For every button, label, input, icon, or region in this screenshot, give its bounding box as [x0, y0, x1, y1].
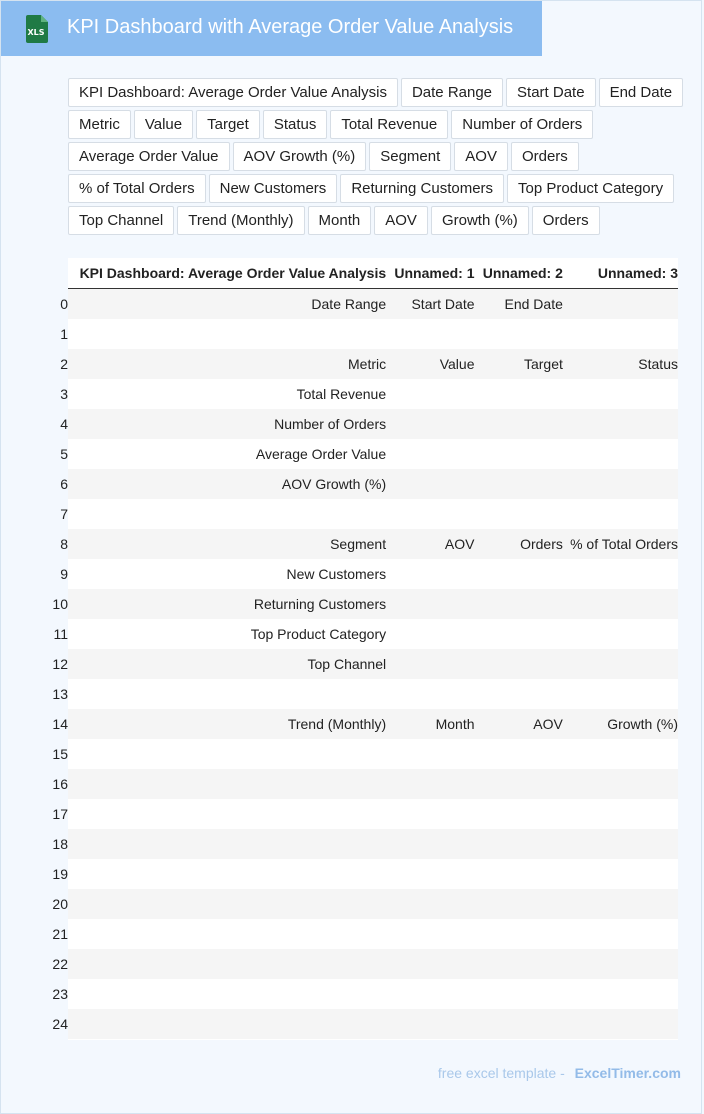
- table-cell: Trend (Monthly): [68, 709, 386, 739]
- column-tag[interactable]: Total Revenue: [330, 110, 448, 139]
- column-tag[interactable]: Metric: [68, 110, 131, 139]
- table-cell: [563, 649, 678, 679]
- table-cell: [563, 1009, 678, 1039]
- table-row: [68, 1009, 678, 1039]
- row-index-label: 8: [60, 536, 68, 552]
- table-row: [68, 319, 678, 349]
- table-cell: [475, 319, 563, 349]
- table-row: [68, 379, 678, 409]
- table-cell: [475, 679, 563, 709]
- table-cell: Metric: [68, 349, 386, 379]
- table-cell: [475, 499, 563, 529]
- table-cell: [563, 799, 678, 829]
- table-cell: [563, 619, 678, 649]
- table-cell: [475, 739, 563, 769]
- table-cell: [386, 439, 474, 469]
- table-cell: [68, 979, 386, 1009]
- table-cell: [475, 769, 563, 799]
- table-cell: Number of Orders: [68, 409, 386, 439]
- table-cell: AOV Growth (%): [68, 469, 386, 499]
- table-cell: [386, 739, 474, 769]
- table-cell: [386, 799, 474, 829]
- table-cell: [386, 859, 474, 889]
- row-index-label: 22: [52, 956, 68, 972]
- table-cell: [563, 859, 678, 889]
- table-row: [68, 499, 678, 529]
- table-cell: % of Total Orders: [563, 529, 678, 559]
- table-cell: [386, 589, 474, 619]
- table-cell: Segment: [68, 529, 386, 559]
- row-index-label: 2: [60, 356, 68, 372]
- table-cell: AOV: [386, 529, 474, 559]
- footer-credit: [438, 1065, 681, 1081]
- row-index-label: 14: [52, 716, 68, 732]
- table-row: [68, 769, 678, 799]
- table-cell: [475, 859, 563, 889]
- table-cell: [563, 499, 678, 529]
- column-tag[interactable]: Average Order Value: [68, 142, 230, 171]
- row-index-label: 13: [52, 686, 68, 702]
- column-tag[interactable]: Orders: [532, 206, 600, 235]
- table-cell: [475, 649, 563, 679]
- table-cell: Target: [475, 349, 563, 379]
- table-cell: [475, 409, 563, 439]
- row-index-label: 9: [60, 566, 68, 582]
- table-cell: [386, 379, 474, 409]
- table-header-row: [68, 258, 678, 289]
- column-tag[interactable]: Start Date: [506, 78, 596, 107]
- row-index-label: 0: [60, 296, 68, 312]
- table-cell: [475, 559, 563, 589]
- table-cell: [386, 619, 474, 649]
- table-row: [68, 559, 678, 589]
- footer-brand-link[interactable]: ExcelTimer.com: [574, 1065, 681, 1081]
- table-row: [68, 799, 678, 829]
- column-tag[interactable]: Number of Orders: [451, 110, 593, 139]
- table-cell: [386, 919, 474, 949]
- table-row: [68, 679, 678, 709]
- table-cell: [563, 439, 678, 469]
- table-cell: [475, 469, 563, 499]
- table-cell: [563, 679, 678, 709]
- table-row: [68, 439, 678, 469]
- table-row: [68, 619, 678, 649]
- table-row: [68, 919, 678, 949]
- table-cell: AOV: [475, 709, 563, 739]
- table-cell: [68, 889, 386, 919]
- table-cell: [475, 979, 563, 1009]
- table-cell: [563, 289, 678, 320]
- table-cell: [68, 829, 386, 859]
- table-cell: [563, 979, 678, 1009]
- page-header: [1, 1, 542, 56]
- column-tag[interactable]: Returning Customers: [340, 174, 504, 203]
- xls-file-icon: [21, 14, 51, 44]
- table-cell: Total Revenue: [68, 379, 386, 409]
- column-tag[interactable]: Orders: [511, 142, 579, 171]
- row-index-label: 12: [52, 656, 68, 672]
- svg-text:XLS: XLS: [27, 28, 45, 37]
- table-cell: [68, 679, 386, 709]
- row-index-label: 18: [52, 836, 68, 852]
- table-cell: [563, 589, 678, 619]
- row-index-label: 20: [52, 896, 68, 912]
- row-index-label: 3: [60, 386, 68, 402]
- row-index-label: 7: [60, 506, 68, 522]
- row-index-label: 16: [52, 776, 68, 792]
- table-cell: [563, 949, 678, 979]
- column-tag[interactable]: Target: [196, 110, 260, 139]
- table-row: [68, 859, 678, 889]
- table-cell: [68, 949, 386, 979]
- footer-prefix: free excel template -: [437, 1065, 565, 1081]
- table-cell: [475, 799, 563, 829]
- table-cell: [475, 1009, 563, 1039]
- column-tag[interactable]: Growth (%): [431, 206, 529, 235]
- table-cell: [68, 1009, 386, 1039]
- table-cell: [386, 769, 474, 799]
- column-tag[interactable]: % of Total Orders: [68, 174, 206, 203]
- table-row: [68, 949, 678, 979]
- table-row: [68, 589, 678, 619]
- row-index-label: 4: [60, 416, 68, 432]
- column-tag[interactable]: New Customers: [209, 174, 338, 203]
- row-index-label: 6: [60, 476, 68, 492]
- table-cell: [475, 889, 563, 919]
- row-index-label: 24: [52, 1016, 68, 1032]
- table-cell: [386, 979, 474, 1009]
- table-cell: [68, 319, 386, 349]
- table-cell: [563, 379, 678, 409]
- column-tag[interactable]: Value: [134, 110, 193, 139]
- table-row: [68, 979, 678, 1009]
- table-cell: [475, 829, 563, 859]
- table-cell: [475, 379, 563, 409]
- table-cell: [68, 769, 386, 799]
- column-header: KPI Dashboard: Average Order Value Analysis: [68, 258, 386, 289]
- column-header: Unnamed: 1: [386, 258, 474, 289]
- table-cell: [386, 1009, 474, 1039]
- table-cell: Month: [386, 709, 474, 739]
- table-cell: [475, 919, 563, 949]
- table-row: [68, 739, 678, 769]
- table-cell: [68, 799, 386, 829]
- table-cell: [563, 319, 678, 349]
- row-index-label: 23: [52, 986, 68, 1002]
- table-cell: [386, 559, 474, 589]
- table-cell: [563, 889, 678, 919]
- table-cell: Top Channel: [68, 649, 386, 679]
- table-cell: [386, 499, 474, 529]
- table-cell: Start Date: [386, 289, 474, 320]
- table-cell: [386, 469, 474, 499]
- data-table-container[interactable]: [52, 258, 678, 1040]
- column-tag[interactable]: Top Product Category: [507, 174, 674, 203]
- table-cell: Average Order Value: [68, 439, 386, 469]
- table-cell: [563, 559, 678, 589]
- table-cell: [563, 919, 678, 949]
- column-tag[interactable]: AOV Growth (%): [233, 142, 367, 171]
- table-cell: [475, 589, 563, 619]
- column-tag[interactable]: AOV: [374, 206, 428, 235]
- table-cell: [386, 889, 474, 919]
- table-row: [68, 409, 678, 439]
- row-index-label: 15: [52, 746, 68, 762]
- table-cell: [475, 949, 563, 979]
- row-index-label: 17: [52, 806, 68, 822]
- data-table: [52, 258, 678, 1039]
- table-row: [68, 349, 678, 379]
- row-index-label: 5: [60, 446, 68, 462]
- table-row: [68, 889, 678, 919]
- table-cell: [475, 439, 563, 469]
- column-tag[interactable]: AOV: [454, 142, 508, 171]
- table-cell: [475, 619, 563, 649]
- table-cell: Value: [386, 349, 474, 379]
- row-index-label: 10: [52, 596, 68, 612]
- row-index-label: 19: [52, 866, 68, 882]
- column-tag[interactable]: Status: [263, 110, 328, 139]
- column-tag-list: [68, 78, 704, 235]
- table-cell: Date Range: [68, 289, 386, 320]
- column-tag[interactable]: Date Range: [401, 78, 503, 107]
- table-cell: [563, 829, 678, 859]
- table-cell: [386, 649, 474, 679]
- table-row: [68, 649, 678, 679]
- table-row: [68, 709, 678, 739]
- table-cell: [386, 679, 474, 709]
- column-tag[interactable]: Segment: [369, 142, 451, 171]
- table-cell: Growth (%): [563, 709, 678, 739]
- table-cell: Orders: [475, 529, 563, 559]
- table-cell: New Customers: [68, 559, 386, 589]
- column-tag[interactable]: Top Channel: [68, 206, 174, 235]
- table-cell: [563, 469, 678, 499]
- column-tag[interactable]: KPI Dashboard: Average Order Value Analysis: [68, 78, 398, 107]
- row-index-label: 21: [52, 926, 68, 942]
- page-title: KPI Dashboard with Average Order Value Analysis: [67, 16, 514, 38]
- column-tag[interactable]: Month: [308, 206, 372, 235]
- table-cell: [386, 949, 474, 979]
- table-cell: End Date: [475, 289, 563, 320]
- table-row: [68, 529, 678, 559]
- column-header: Unnamed: 2: [475, 258, 563, 289]
- table-cell: Top Product Category: [68, 619, 386, 649]
- row-index-label: 1: [60, 326, 68, 342]
- table-cell: [68, 859, 386, 889]
- column-tag[interactable]: End Date: [599, 78, 684, 107]
- table-cell: [386, 409, 474, 439]
- table-cell: [563, 409, 678, 439]
- table-cell: [68, 919, 386, 949]
- table-cell: [68, 739, 386, 769]
- table-cell: Status: [563, 349, 678, 379]
- table-cell: [68, 499, 386, 529]
- column-header: Unnamed: 3: [563, 258, 678, 289]
- table-cell: Returning Customers: [68, 589, 386, 619]
- table-row: [68, 469, 678, 499]
- column-tag[interactable]: Trend (Monthly): [177, 206, 304, 235]
- table-cell: [386, 829, 474, 859]
- table-cell: [563, 769, 678, 799]
- table-cell: [386, 319, 474, 349]
- table-cell: [563, 739, 678, 769]
- table-row: [68, 289, 678, 320]
- row-index-label: 11: [53, 626, 68, 642]
- table-row: [68, 829, 678, 859]
